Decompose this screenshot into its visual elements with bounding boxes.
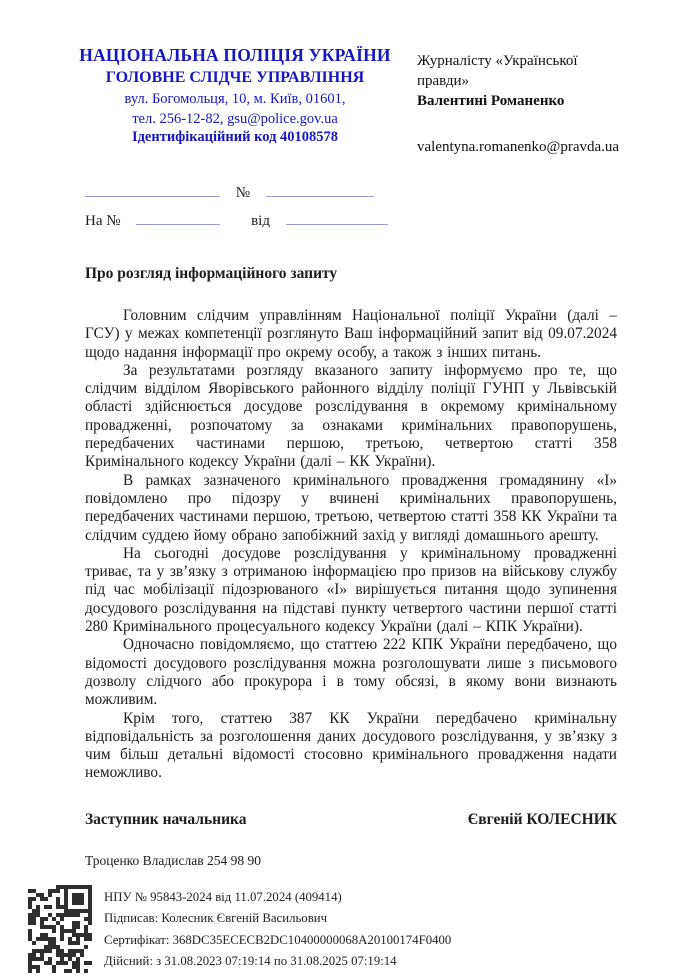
recipient-name: Валентині Романенко xyxy=(417,93,565,109)
subject-line: Про розгляд інформаційного запиту xyxy=(85,265,338,282)
outgoing-date-blank xyxy=(85,183,220,197)
recipient-email: valentyna.romanenko@pravda.ua xyxy=(417,139,620,155)
number-sign-label: № xyxy=(235,185,251,201)
paragraph: Крім того, статтею 387 КК України передбачено кримінальну відповідальність за розголошення даних досудового розслідування, у зв’язку з чим більш детальні відомості стосовно кримінального провадження надати неможливо. xyxy=(85,709,617,782)
digital-stamp xyxy=(28,885,617,973)
incoming-date-blank xyxy=(286,211,388,225)
signer-name: Євгеній КОЛЕСНИК xyxy=(467,810,617,828)
stamp-certificate: Сертифікат: 368DC35ECECB2DC10400000068A20100174F0400 xyxy=(104,932,452,947)
incoming-number-blank xyxy=(136,211,220,225)
signature-row xyxy=(85,811,617,829)
org-address: вул. Богомольця, 10, м. Київ, 01601, xyxy=(124,91,346,107)
paragraph: За результатами розгляду вказаного запиту інформуємо про те, що слідчим відділом Яворівського районного відділу поліції ГУНП у Львівській області здійснюється досудове розслідування в окремому кримінальному провадженні, розпочатому за ознаками кримінальних правопорушень, передбачених частинами першою, третьою, четвертою статті 358 Кримінального кодексу України (далі – КК України). xyxy=(85,361,617,471)
stamp-doc-number: НПУ № 95843-2024 від 11.07.2024 (409414) xyxy=(104,889,342,904)
stamp-text xyxy=(104,885,451,973)
org-subtitle: ГОЛОВНЕ СЛІДЧЕ УПРАВЛІННЯ xyxy=(105,69,365,86)
na-number-label: На № xyxy=(85,213,121,229)
letter-body xyxy=(85,307,617,783)
org-letterhead xyxy=(75,45,395,146)
vid-label: від xyxy=(251,213,270,229)
reference-line-outgoing xyxy=(85,179,617,207)
qr-code-icon xyxy=(28,885,92,973)
org-title: НАЦІОНАЛЬНА ПОЛІЦІЯ УКРАЇНИ xyxy=(79,45,391,65)
paragraph: На сьогодні досудове розслідування у кримінальному провадженні триває, та у зв’язку з отриманою інформацією про призов на військову службу під час мобілізації підозрюваного «І» вирішується питання щодо зупинення досудового розслідування на підставі пункту четвертого частини першої статті 280 Кримінального процесуального кодексу України (далі – КПК України). xyxy=(85,544,617,636)
recipient-block xyxy=(417,45,619,157)
outgoing-number-blank xyxy=(266,183,374,197)
org-id-code: Ідентифікаційний код 40108578 xyxy=(131,129,339,145)
recipient-role: Журналісту «Української правди» xyxy=(417,53,578,89)
org-phone-email: тел. 256-12-82, gsu@police.gov.ua xyxy=(132,111,338,127)
signer-title: Заступник начальника xyxy=(85,810,247,828)
stamp-validity: Дійсний: з 31.08.2023 07:19:14 по 31.08.2025 07:19:14 xyxy=(104,954,397,969)
paragraph: В рамках зазначеного кримінального провадження громадянину «І» повідомлено про підозру у вчинені кримінальних правопорушень, передбачених частинами першою, третьою, четвертою статті 358 КК України та слідчим суддею йому обрано запобіжний захід у вигляді домашнього арешту. xyxy=(85,471,617,544)
paragraph: Одночасно повідомляємо, що статтею 222 КПК України передбачено, що відомості досудового розслідування можна розголошувати лише з письмового дозволу слідчого або прокурора і в тому обсязі, в якому вони визнають можливим. xyxy=(85,636,617,709)
reference-line-incoming xyxy=(85,207,617,235)
stamp-signed-by: Підписав: Колесник Євгеній Васильович xyxy=(104,911,328,926)
executor-contact: Троценко Владислав 254 98 90 xyxy=(85,852,261,868)
reference-block xyxy=(85,179,617,235)
letter-header xyxy=(79,45,620,157)
paragraph: Головним слідчим управлінням Національної поліції України (далі – ГСУ) у межах компетенції розглянуто Ваш інформаційний запит від 09.07.2024 щодо надання інформації про окрему особу, а також з інших питань. xyxy=(85,307,617,361)
